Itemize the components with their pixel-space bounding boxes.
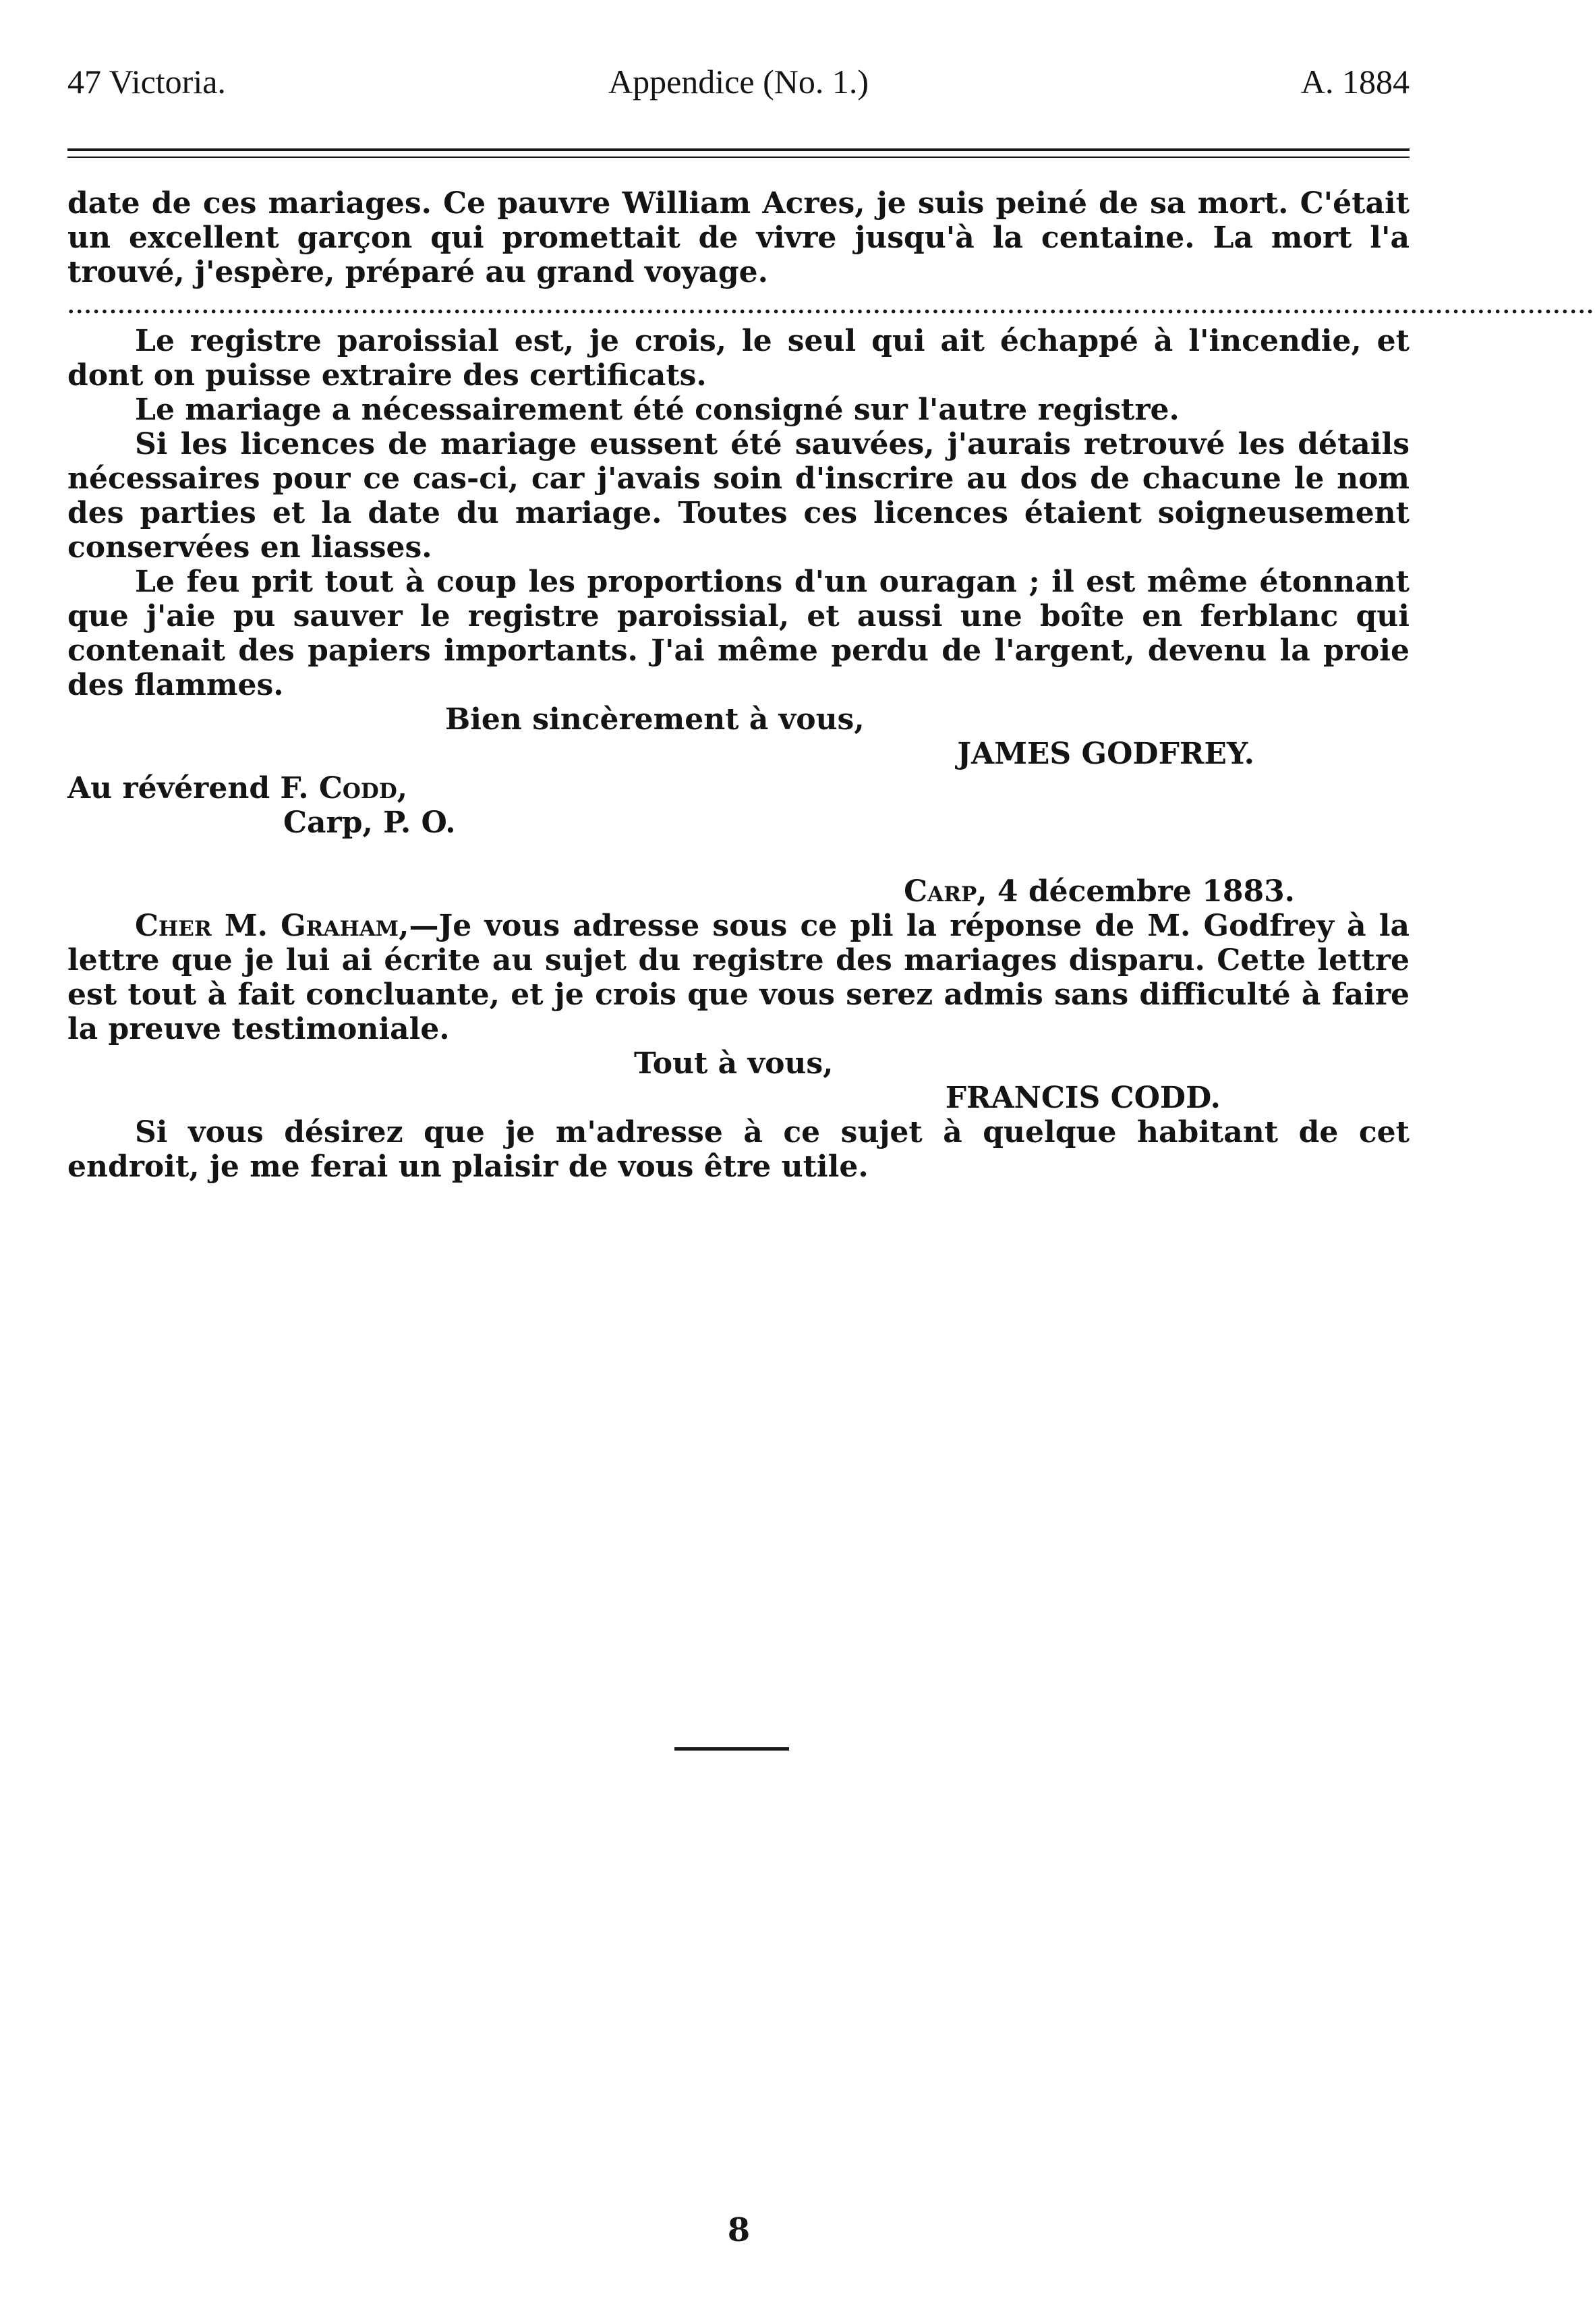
dateline-date: 4 décembre 1883.: [997, 874, 1295, 909]
addressee-prefix: Au révérend F.: [67, 771, 309, 805]
salutation: Cher M. Graham,: [135, 909, 409, 943]
closing: Bien sincèrement à vous,: [445, 702, 865, 737]
paragraph-text: —Je vous adresse sous ce pli la réponse de M. Godfrey à la lettre que je lui ai écrite au sujet du registre des mariages disparu. Cette lettre est tout à fait concluante, et je crois que vous serez admis sans difficulté à faire la preuve testimoniale.: [67, 909, 1410, 1046]
header-rule-thin: [67, 157, 1410, 158]
paragraph: Si les licences de mariage eussent été sauvées, j'aurais retrouvé les détails nécessaires pour ce cas-ci, car j'avais soin d'inscrire au dos de chacune le nom des parties et la date du mariage. Toutes ces licences étaient soigneusement conservées en liasses.: [67, 427, 1410, 565]
signature-codd: FRANCIS CODD.: [945, 1081, 1221, 1115]
addressee-name: Codd,: [318, 771, 408, 805]
dateline-place: Carp,: [904, 874, 987, 909]
running-header: [67, 62, 1410, 109]
paragraph: [67, 909, 1410, 1046]
paragraph: Le feu prit tout à coup les proportions d'un ouragan ; il est même étonnant que j'aie pu sauver le registre paroissial, et aussi une boîte en ferblanc qui contenait des papiers importants. J'ai même perdu de l'argent, devenu la proie des flammes.: [67, 565, 1410, 702]
dateline: [67, 874, 1410, 909]
header-rule-thick: [67, 148, 1410, 151]
paragraph: Le registre paroissial est, je crois, le seul qui ait échappé à l'incendie, et dont on puisse extraire des certificats.: [67, 324, 1410, 393]
end-rule: [674, 1747, 789, 1751]
signature-godfrey: JAMES GODFREY.: [957, 737, 1254, 771]
paragraph-continuation: date de ces mariages. Ce pauvre William Acres, je suis peiné de sa mort. C'était un excellent garçon qui promettait de vivre jusqu'à la centaine. La mort l'a trouvé, j'espère, préparé au grand voyage.: [67, 186, 1410, 289]
paragraph: Le mariage a nécessairement été consigné sur l'autre registre.: [135, 393, 1180, 427]
page-number: 8: [727, 2211, 751, 2249]
letter-body: [67, 186, 1595, 1184]
addressee-place: Carp, P. O.: [283, 805, 456, 840]
header-year: A. 1884: [1300, 63, 1410, 101]
postscript: Si vous désirez que je m'adresse à ce sujet à quelque habitant de cet endroit, je me ferai un plaisir de vous être utile.: [67, 1115, 1410, 1184]
addressee: [67, 771, 1410, 805]
header-title: Appendice (No. 1.): [608, 63, 869, 101]
header-volume: 47 Victoria.: [67, 63, 226, 101]
closing: Tout à vous,: [634, 1046, 834, 1081]
dotted-separator: ......................................................................................................................................................................................: [67, 295, 1595, 318]
